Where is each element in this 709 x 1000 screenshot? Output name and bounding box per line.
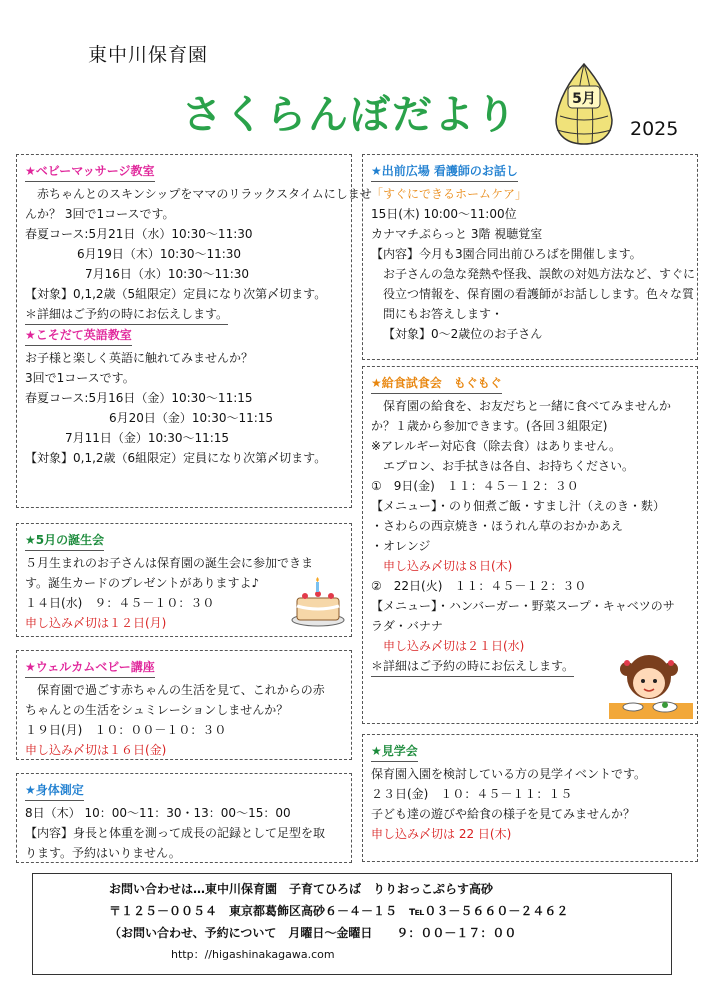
- english-schedule-1: 春夏コース:5月16日（金）10:30～11:15: [25, 391, 253, 405]
- welcome-time: １９日(月) １０：００－１０：３０: [25, 723, 227, 737]
- english-text-2: 3回で1コースです。: [25, 371, 135, 385]
- massage-text-2: んか？ 3回で1コースです。: [25, 207, 175, 221]
- nurse-target: 【対象】0～2歳位のお子さん: [383, 327, 543, 341]
- lunch-session-2: ② 22日(火) １１：４５－１２：３０: [371, 579, 587, 593]
- massage-schedule-3: 7月16日（水）10:30～11:30: [85, 267, 250, 281]
- english-target: 【対象】0,1,2歳（6組限定）定員になり次第〆切ます。: [25, 451, 327, 465]
- year-label: 2025: [630, 118, 679, 140]
- massage-target: 【対象】0,1,2歳（5組限定）定員になり次第〆切ます。: [25, 287, 327, 301]
- massage-schedule-2: 6月19日（木）10:30～11:30: [77, 247, 242, 261]
- lunch-text-1: 保育園の給食を、お友だちと一緒に食べてみませんか: [383, 399, 672, 413]
- english-heading: ★こそだて英語教室: [25, 325, 132, 346]
- measure-text-1: 【内容】身長と体重を測って成長の記録として足型を取: [25, 826, 326, 840]
- tour-heading: ★見学会: [371, 741, 418, 762]
- contact-hours: （お問い合わせ、予約について 月曜日～金曜日 ９：００－１７：００: [109, 926, 517, 940]
- bamboo-label: 5月: [572, 91, 596, 107]
- welcome-heading: ★ウェルカムベビー講座: [25, 657, 155, 678]
- tour-time: ２３日(金) １０：４５－１１：１５: [371, 787, 573, 801]
- welcome-text-1: 保育園で過ごす赤ちゃんの生活を見て、これからの赤: [37, 683, 325, 697]
- lunch-menu-2a: 【メニュー】・ハンバーガー・野菜スープ・キャベツのサ: [371, 599, 675, 613]
- nurse-text-3: 問にもお答えします・: [383, 307, 504, 321]
- newsletter-title: さくらんぼだより: [182, 92, 518, 138]
- lunch-note: ＊詳細はご予約の時にお伝えします。: [371, 656, 574, 677]
- massage-note: ＊詳細はご予約の時にお伝えします。: [25, 304, 228, 325]
- lunch-menu-1a: 【メニュー】・のり佃煮ご飯・すまし汁（えのき・麩）: [371, 499, 666, 513]
- birthday-text-1: ５月生まれのお子さんは保育園の誕生会に参加できま: [25, 556, 314, 570]
- contact-line-1: お問い合わせは…東中川保育園 子育てひろば りりおっこぷらす高砂: [109, 882, 494, 896]
- nurse-subtitle: 「すぐにできるホームケア」: [371, 187, 528, 201]
- nurse-text-2: 役立つ情報を、保育園の看護師がお話しします。色々な質: [383, 287, 695, 301]
- welcome-text-2: ちゃんとの生活をシュミレーションしませんか？: [25, 703, 289, 717]
- lunch-menu-1b: ・さわらの西京焼き・ほうれん草のおかかあえ: [371, 519, 624, 533]
- english-schedule-2: 6月20日（金）10:30～11:15: [109, 411, 274, 425]
- nurse-content: 【内容】今月も3園合同出前ひろばを開催します。: [371, 247, 642, 261]
- measure-text-2: ります。予約はいりません。: [25, 846, 181, 860]
- massage-heading: ★ベビーマッサージ教室: [25, 161, 155, 182]
- massage-schedule-1: 春夏コース:5月21日（水）10:30～11:30: [25, 227, 253, 241]
- birthday-deadline: 申し込み〆切は１２日(月): [25, 616, 167, 630]
- birthday-time: １４日(水) ９：４５－１０：３０: [25, 596, 215, 610]
- measure-time: 8日（木） 10：00～11：30・13：00～15：00: [25, 806, 291, 820]
- lunch-text-2: か？１歳から参加できます。(各回３組限定): [371, 419, 608, 433]
- tour-deadline: 申し込み〆切は 22 日(木): [371, 827, 512, 841]
- welcome-deadline: 申し込み〆切は１６日(金): [25, 743, 167, 757]
- contact-address: 〒１２５－００５４ 東京都葛飾区高砂６－４－１５ ℡０３－５６６０－２４６２: [109, 904, 569, 918]
- nurse-heading: ★出前広場 看護師のお話し: [371, 161, 518, 182]
- lunch-session-1: ① 9日(金) １１：４５－１２：３０: [371, 479, 579, 493]
- nurse-talk-section: [362, 154, 698, 360]
- english-text-1: お子様と楽しく英語に触れてみませんか？: [25, 351, 254, 365]
- bamboo-shoot-illustration: [548, 60, 620, 148]
- tour-text-2: 子ども達の遊びや給食の様子を見てみませんか？: [371, 807, 636, 821]
- lunch-allergy: ※アレルギー対応食（除去食）はありません。: [371, 439, 621, 453]
- birthday-cake-illustration: [289, 576, 347, 628]
- english-schedule-3: 7月11日（金）10:30～11:15: [65, 431, 230, 445]
- lunch-deadline-1: 申し込み〆切は８日(木): [383, 559, 513, 573]
- massage-english-section: [16, 154, 372, 508]
- girl-eating-illustration: [609, 647, 693, 719]
- tour-text-1: 保育園入園を検討している方の見学イベントです。: [371, 767, 647, 781]
- measure-heading: ★身体測定: [25, 780, 84, 801]
- nurse-place: カナマチぷらっと 3階 視聴覚室: [371, 227, 543, 241]
- website-link[interactable]: http：//higashinakagawa.com: [171, 948, 335, 961]
- tour-section: [362, 734, 698, 862]
- contact-footer: [32, 873, 672, 975]
- lunch-menu-1c: ・オレンジ: [371, 539, 431, 553]
- lunch-apron: エプロン、お手拭きは各自、お持ちください。: [383, 459, 635, 473]
- nurse-time: 15日(木) 10:00～11:00位: [371, 207, 517, 221]
- school-name: 東中川保育園: [88, 44, 209, 66]
- massage-text-1: 赤ちゃんとのスキンシップをママのリラックスタイムにしませ: [37, 187, 372, 201]
- lunch-menu-2b: ラダ・バナナ: [371, 619, 443, 633]
- birthday-text-2: す。誕生カードのプレゼントがありますよ♪: [25, 576, 260, 590]
- welcome-baby-section: [16, 650, 352, 760]
- body-measurement-section: [16, 773, 352, 863]
- lunch-heading: ★給食試食会 もぐもぐ: [371, 373, 502, 394]
- birthday-section: [16, 523, 352, 637]
- lunch-deadline-2: 申し込み〆切は２１日(水): [383, 639, 525, 653]
- lunch-tasting-section: [362, 366, 698, 724]
- birthday-heading: ★5月の誕生会: [25, 530, 104, 551]
- nurse-text-1: お子さんの急な発熱や怪我、誤飲の対処方法など、すぐに: [383, 267, 696, 281]
